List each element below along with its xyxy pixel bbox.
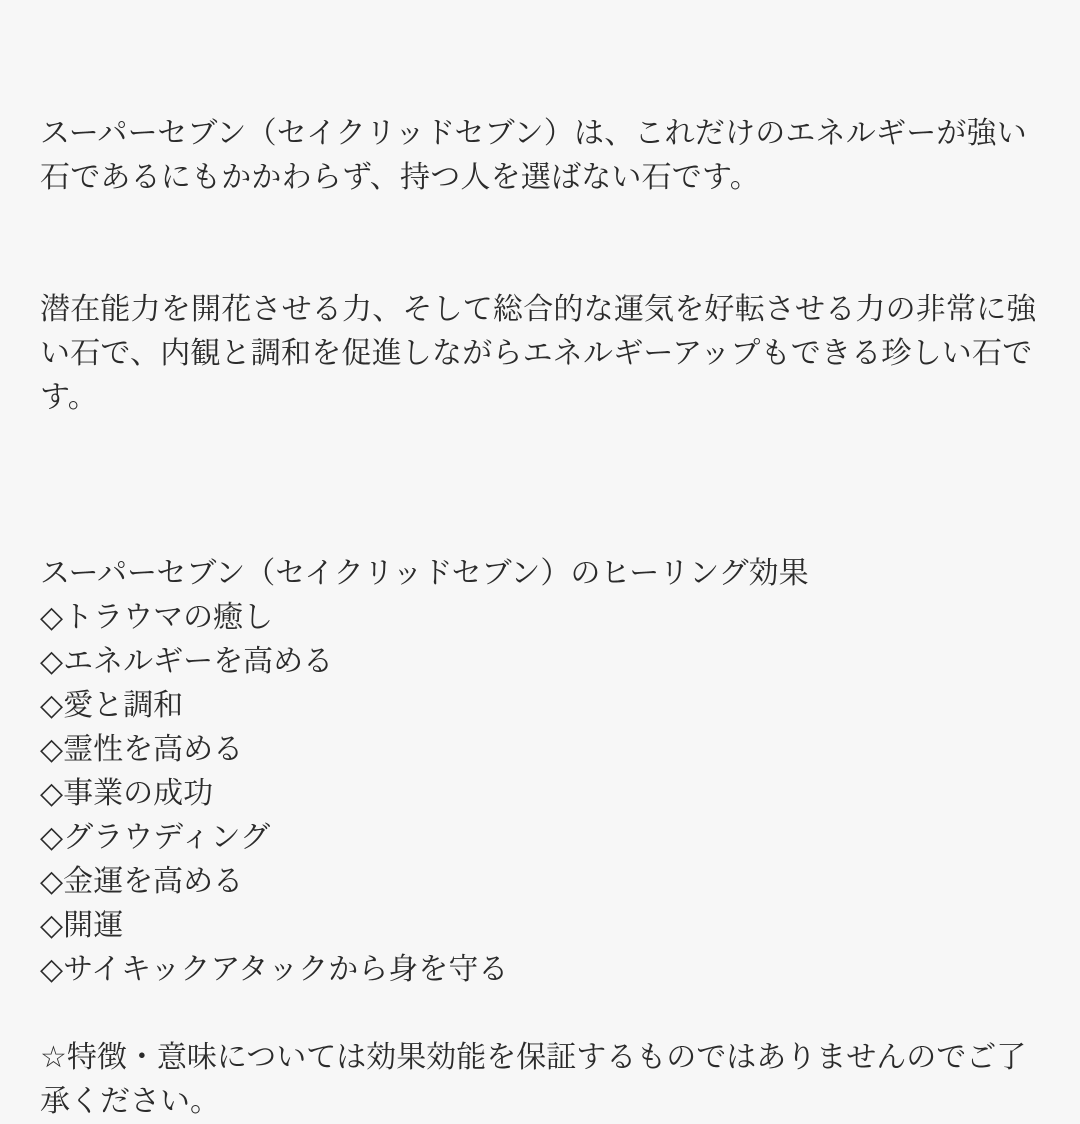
intro-paragraph-1: スーパーセブン（セイクリッドセブン）は、これだけのエネルギーが強い石であるにもかかわらず、持つ人を選ばない石です。 [40,117,1027,194]
list-item: ◇サイキックアタックから身を守る [40,953,509,986]
list-item: ◇開運 [40,909,124,942]
list-item: ◇グラウディング [40,821,271,854]
section-gap-1 [40,508,1046,552]
list-item: ◇事業の成功 [40,777,214,810]
disclaimer-text: ☆特徴・意味については効果効能を保証するものではありませんのでご了承ください。 [40,1041,1027,1118]
healing-effects-list [40,596,1046,992]
list-item: ◇金運を高める [40,865,244,898]
intro-section [40,24,1046,508]
list-item: ◇霊性を高める [40,733,244,766]
list-item: ◇トラウマの癒し [40,601,274,634]
healing-effects-heading: スーパーセブン（セイクリッドセブン）のヒーリング効果 [40,557,809,590]
list-item: ◇エネルギーを高める [40,645,334,678]
section-gap-2 [40,992,1046,1036]
list-item: ◇愛と調和 [40,689,184,722]
intro-paragraph-2: 潜在能力を開花させる力、そして総合的な運気を好転させる力の非常に強い石で、内観と調和を促進しながらエネルギーアップもできる珍しい石です。 [40,293,1037,414]
